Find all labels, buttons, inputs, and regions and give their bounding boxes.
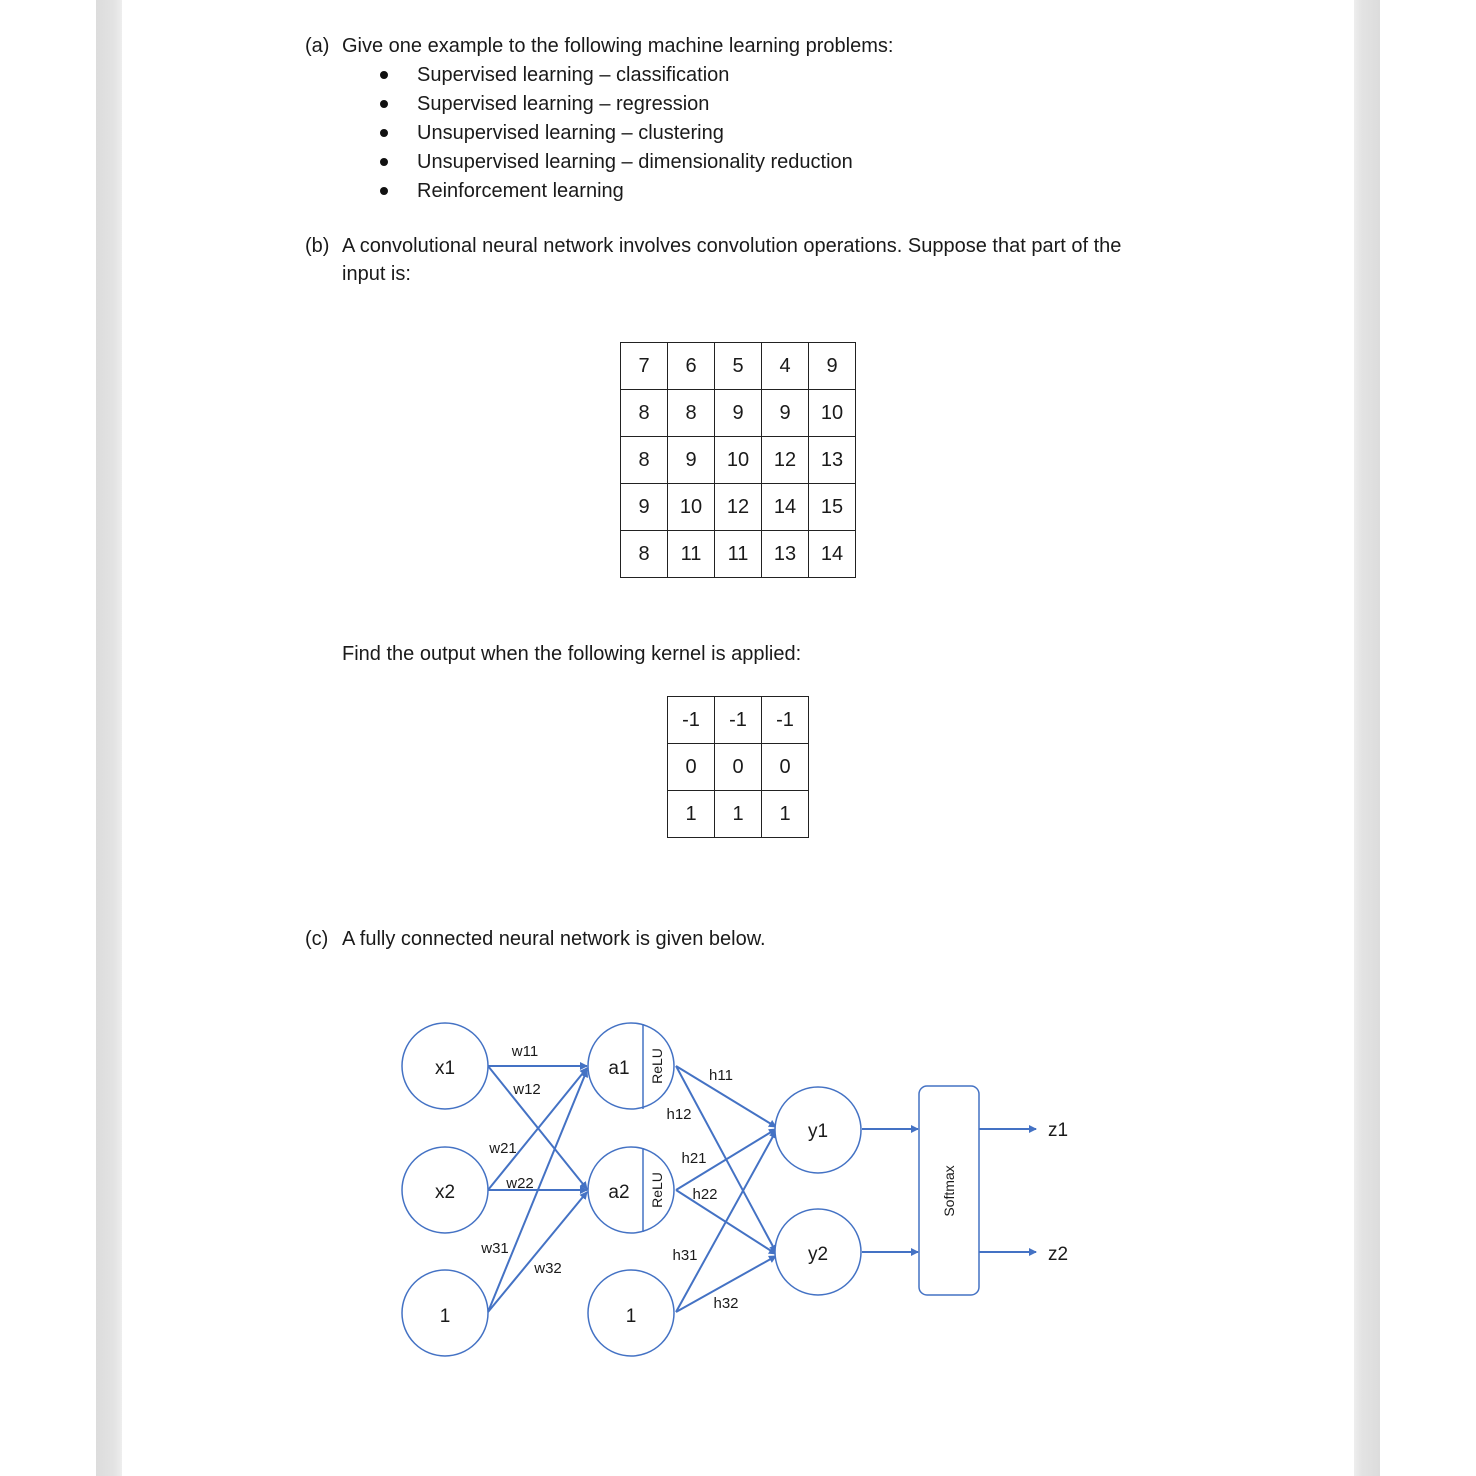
softmax-label: Softmax bbox=[941, 1165, 957, 1217]
node-label-a1: a1 bbox=[608, 1058, 630, 1079]
part-b-label: (b) bbox=[305, 235, 330, 257]
kernel-cell: 0 bbox=[715, 744, 762, 791]
matrix-cell: 9 bbox=[668, 437, 715, 484]
weight-label-h12: h12 bbox=[666, 1106, 692, 1123]
matrix-cell: 14 bbox=[762, 484, 809, 531]
result-label-z1: z1 bbox=[1047, 1120, 1069, 1141]
relu-label: ReLU bbox=[649, 1048, 665, 1084]
weight-label-h31: h31 bbox=[672, 1247, 698, 1264]
matrix-cell: 8 bbox=[621, 390, 668, 437]
node-label-hidden-bias: 1 bbox=[625, 1306, 637, 1327]
node-label-y2: y2 bbox=[807, 1244, 829, 1265]
part-b-question-line2: input is: bbox=[342, 263, 411, 285]
result-label-z2: z2 bbox=[1047, 1244, 1069, 1265]
matrix-cell: 5 bbox=[715, 343, 762, 390]
kernel-cell: 1 bbox=[715, 791, 762, 838]
matrix-cell: 10 bbox=[668, 484, 715, 531]
matrix-cell: 4 bbox=[762, 343, 809, 390]
kernel-cell: -1 bbox=[762, 697, 809, 744]
part-b-question-line1: A convolutional neural network involves convolution operations. Suppose that part of the bbox=[342, 235, 1122, 257]
matrix-cell: 10 bbox=[715, 437, 762, 484]
kernel-cell: 0 bbox=[762, 744, 809, 791]
weight-label-w21: w21 bbox=[489, 1140, 517, 1157]
matrix-cell: 6 bbox=[668, 343, 715, 390]
list-item: Supervised learning – regression bbox=[417, 93, 710, 115]
part-a-question: Give one example to the following machine learning problems: bbox=[342, 35, 894, 57]
matrix-cell: 9 bbox=[715, 390, 762, 437]
matrix-cell: 13 bbox=[809, 437, 856, 484]
kernel-cell: -1 bbox=[715, 697, 762, 744]
list-item: Supervised learning – classification bbox=[417, 64, 730, 86]
part-c-label: (c) bbox=[305, 928, 329, 950]
matrix-cell: 12 bbox=[715, 484, 762, 531]
weight-label-w32: w32 bbox=[534, 1260, 562, 1277]
matrix-cell: 9 bbox=[809, 343, 856, 390]
node-label-y1: y1 bbox=[807, 1121, 829, 1142]
matrix-cell: 10 bbox=[809, 390, 856, 437]
weight-label-h22: h22 bbox=[692, 1186, 718, 1203]
weight-label-h32: h32 bbox=[713, 1295, 739, 1312]
matrix-cell: 9 bbox=[762, 390, 809, 437]
weight-label-h11: h11 bbox=[709, 1067, 733, 1084]
matrix-cell: 8 bbox=[621, 437, 668, 484]
kernel-cell: 1 bbox=[668, 791, 715, 838]
node-label-x2: x2 bbox=[434, 1182, 456, 1203]
list-item: Reinforcement learning bbox=[417, 180, 624, 202]
relu-label: ReLU bbox=[649, 1172, 665, 1208]
weight-label-w11: w11 bbox=[511, 1043, 539, 1060]
weight-label-w22: w22 bbox=[506, 1175, 534, 1192]
kernel-cell: -1 bbox=[668, 697, 715, 744]
node-label-bias: 1 bbox=[439, 1306, 451, 1327]
list-item: Unsupervised learning – dimensionality reduction bbox=[417, 151, 853, 173]
part-a-label: (a) bbox=[305, 35, 330, 57]
matrix-cell: 11 bbox=[668, 531, 715, 578]
weight-label-h21: h21 bbox=[681, 1150, 707, 1167]
matrix-cell: 14 bbox=[809, 531, 856, 578]
kernel-prompt: Find the output when the following kernel is applied: bbox=[342, 643, 802, 665]
matrix-cell: 12 bbox=[762, 437, 809, 484]
node-label-a2: a2 bbox=[608, 1182, 630, 1203]
kernel-cell: 0 bbox=[668, 744, 715, 791]
weight-label-w12: w12 bbox=[513, 1081, 541, 1098]
list-item: Unsupervised learning – clustering bbox=[417, 122, 724, 144]
matrix-cell: 9 bbox=[621, 484, 668, 531]
weight-label-w31: w31 bbox=[481, 1240, 509, 1257]
part-c-question: A fully connected neural network is given below. bbox=[342, 928, 766, 950]
kernel-cell: 1 bbox=[762, 791, 809, 838]
matrix-cell: 15 bbox=[809, 484, 856, 531]
matrix-cell: 7 bbox=[621, 343, 668, 390]
node-label-x1: x1 bbox=[434, 1058, 456, 1079]
matrix-cell: 13 bbox=[762, 531, 809, 578]
matrix-cell: 8 bbox=[621, 531, 668, 578]
matrix-cell: 11 bbox=[715, 531, 762, 578]
matrix-cell: 8 bbox=[668, 390, 715, 437]
